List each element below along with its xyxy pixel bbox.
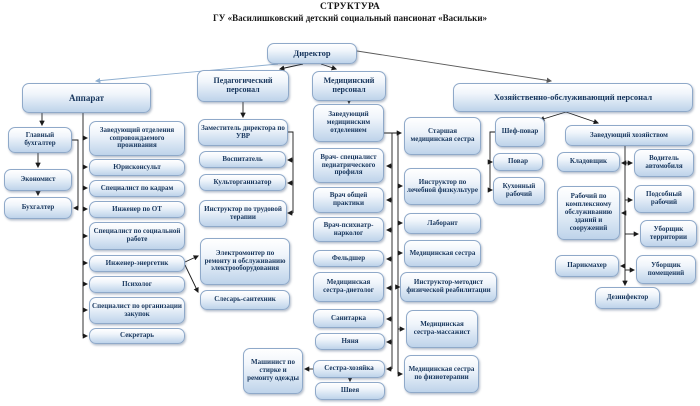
page-subtitle: ГУ «Василишковский детский социальный пансионат «Васильки»	[212, 13, 488, 23]
node-energy-engineer: Инженер-энергетик	[89, 255, 185, 272]
node-apparat: Аппарат	[22, 83, 151, 113]
node-head-medical-dept: Заведующий медицинским отделением	[313, 104, 384, 142]
node-gp-doctor: Врач общей практики	[313, 187, 384, 213]
node-household-staff: Хозяйственно-обслуживающий персонал	[453, 83, 693, 112]
node-seamstress: Швея	[315, 382, 385, 400]
node-pedagogical-staff: Педагогический персонал	[197, 70, 289, 102]
page-title: СТРУКТУРА	[319, 2, 381, 12]
node-ot-engineer: Инженер по ОТ	[89, 201, 185, 218]
node-orderly: Санитарка	[313, 309, 384, 328]
node-senior-nurse: Старшая медицинская сестра	[404, 117, 481, 155]
node-room-cleaner: Уборщик помещений	[636, 255, 696, 284]
node-chef: Шеф-повар	[495, 117, 545, 147]
node-nurse: Медицинская сестра	[404, 240, 481, 267]
node-head-accompanied-living: Заведующий отделения сопровождаемого проживания	[89, 121, 185, 156]
connector-line	[185, 256, 198, 262]
node-physiotherapy-nurse: Медицинская сестра по физиотерапии	[404, 355, 479, 393]
node-cook: Повар	[493, 153, 543, 171]
node-nanny: Няня	[315, 333, 385, 350]
node-auxiliary-worker: Подсобный рабочий	[634, 185, 694, 213]
node-storekeeper: Кладовщик	[557, 152, 620, 172]
connector-line	[185, 265, 198, 292]
node-housekeeper-sister: Сестра-хозяйка	[313, 360, 385, 378]
node-occupational-therapy-instructor: Инструктор по трудовой терапии	[199, 200, 287, 227]
connector-line	[357, 51, 551, 81]
node-maintenance-worker: Рабочий по комплексному обслуживанию зданий и сооружений	[557, 186, 620, 240]
node-massage-nurse: Медицинская сестра-массажист	[406, 310, 478, 348]
node-accountant: Бухгалтер	[4, 197, 72, 219]
node-household-manager: Заведующий хозяйством	[565, 125, 693, 146]
node-medical-staff: Медицинский персонал	[312, 71, 386, 101]
node-psychiatrist-narcologist: Врач-психиатр-нарколог	[313, 217, 384, 242]
connector-line	[321, 64, 336, 69]
node-procurement-specialist: Специалист по организации закупок	[89, 297, 185, 324]
node-chief-accountant: Главный бухгалтер	[8, 127, 72, 153]
node-plumber: Слесарь-сантехник	[200, 290, 290, 310]
connector-line	[72, 140, 78, 208]
node-educator: Воспитатель	[199, 151, 286, 168]
connector-line	[280, 64, 303, 69]
connector-line	[540, 112, 566, 120]
node-culture-organizer: Культорганизатор	[199, 174, 286, 191]
node-dietician-nurse: Медицинская сестра-диетолог	[313, 272, 384, 302]
node-territory-cleaner: Уборщик территории	[640, 220, 697, 247]
node-deputy-director-uvr: Заместитель директора по УВР	[198, 119, 288, 146]
node-lab-assistant: Лаборант	[404, 213, 481, 234]
connector-line	[288, 132, 293, 213]
node-social-work-specialist: Специалист по социальной работе	[89, 222, 185, 250]
node-economist: Экономист	[4, 169, 72, 191]
node-pediatric-doctor: Врач- специалист педиатрического профиля	[313, 148, 384, 183]
node-director: Директор	[267, 43, 357, 64]
node-secretary: Секретарь	[89, 328, 185, 344]
node-rehab-methodist: Инструктор-методист физической реабилитации	[400, 272, 497, 302]
connector-line	[566, 112, 598, 123]
node-hr-specialist: Специалист по кадрам	[89, 180, 185, 197]
node-disinfector: Дезинфектор	[595, 287, 660, 309]
node-paramedic: Фельдшер	[313, 250, 384, 267]
node-hairdresser: Парикмахер	[555, 255, 619, 277]
node-driver: Водитель автомобиля	[634, 149, 694, 177]
node-kitchen-worker: Кухонный рабочий	[493, 177, 545, 205]
node-psychologist: Психолог	[89, 276, 185, 293]
node-laundry-machinist: Машинист по стирке и ремонту одежды	[243, 348, 303, 394]
node-electrician: Электромонтер по ремонту и обслуживанию электрооборудования	[200, 238, 290, 285]
node-legal-adviser: Юрисконсульт	[89, 159, 185, 176]
node-physio-instructor: Инструктор по лечебной физкультуре	[404, 168, 481, 205]
